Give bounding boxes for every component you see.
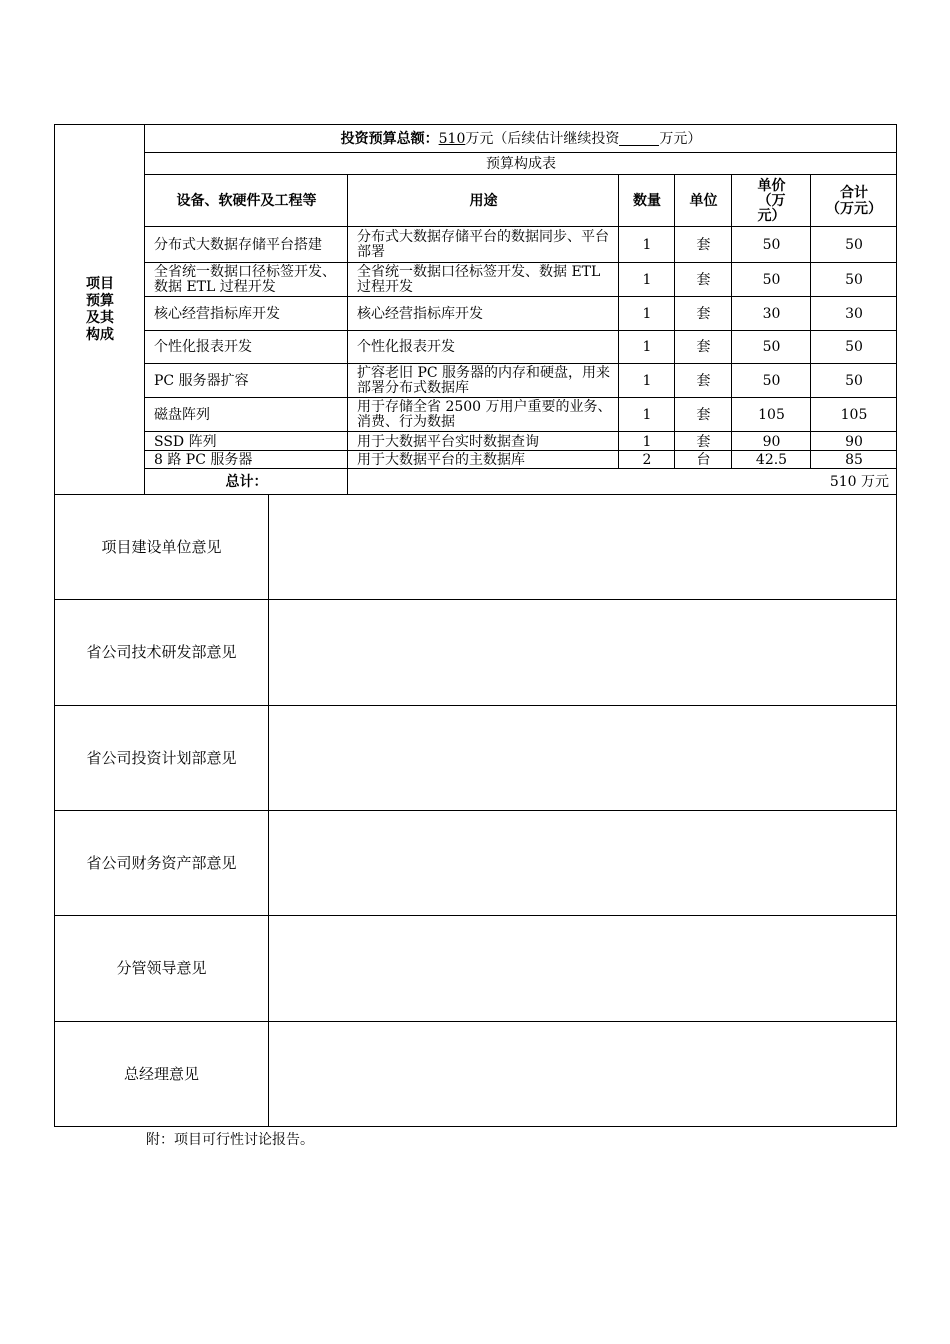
cell-unit: 台 bbox=[696, 452, 711, 468]
opinion-label: 省公司财务资产部意见 bbox=[86, 853, 237, 872]
cell-item: 8 路 PC 服务器 bbox=[154, 452, 253, 468]
cell-price: 90 bbox=[762, 433, 781, 450]
cell-use: 用于存储全省 2500 万用户重要的业务、消费、行为数据 bbox=[357, 399, 612, 430]
opinion-field[interactable] bbox=[269, 706, 897, 810]
approval-form bbox=[54, 124, 897, 1127]
cell-item: 全省统一数据口径标签开发、数据 ETL 过程开发 bbox=[154, 264, 336, 295]
cell-price: 50 bbox=[762, 372, 781, 389]
cell-use: 分布式大数据存储平台的数据同步、平台部署 bbox=[357, 229, 609, 260]
future-investment-blank bbox=[619, 133, 659, 146]
opinion-label: 省公司投资计划部意见 bbox=[86, 748, 237, 767]
cell-use: 个性化报表开发 bbox=[357, 339, 455, 355]
budget-total-unit: 万元（后续估计继续投资 bbox=[465, 130, 620, 147]
cell-use: 核心经营指标库开发 bbox=[357, 305, 483, 322]
budget-total-header bbox=[145, 125, 897, 153]
section-label: 项目 预算 及其 构成 bbox=[86, 276, 114, 343]
cell-total: 30 bbox=[845, 305, 863, 322]
col-header-item: 设备、软硬件及工程等 bbox=[176, 192, 317, 209]
col-header-unit: 单位 bbox=[689, 192, 718, 209]
cell-use: 全省统一数据口径标签开发、数据 ETL 过程开发 bbox=[357, 264, 601, 295]
cell-use: 扩容老旧 PC 服务器的内存和硬盘，用来部署分布式数据库 bbox=[357, 365, 611, 396]
opinion-field[interactable] bbox=[269, 916, 897, 1021]
cell-qty: 1 bbox=[642, 236, 652, 253]
cell-use: 用于大数据平台的主数据库 bbox=[357, 452, 525, 468]
budget-total-unit-tail: 万元） bbox=[659, 130, 702, 147]
col-header-total: 合计 （万元） bbox=[826, 185, 882, 217]
cell-qty: 1 bbox=[642, 305, 652, 322]
opinion-label: 分管领导意见 bbox=[116, 959, 207, 977]
footnote: 附：项目可行性讨论报告。 bbox=[146, 1132, 314, 1148]
cell-unit: 套 bbox=[696, 305, 711, 322]
cell-unit: 套 bbox=[696, 372, 711, 389]
opinion-field[interactable] bbox=[269, 495, 897, 599]
cell-qty: 1 bbox=[642, 406, 652, 423]
cell-item: 个性化报表开发 bbox=[154, 339, 252, 355]
cell-total: 50 bbox=[845, 339, 863, 355]
opinion-field[interactable] bbox=[269, 600, 897, 705]
total-value: 510 万元 bbox=[829, 473, 889, 490]
cell-total: 105 bbox=[840, 406, 868, 423]
cell-price: 42.5 bbox=[755, 452, 788, 468]
opinion-label: 项目建设单位意见 bbox=[101, 537, 222, 556]
cell-price: 30 bbox=[762, 305, 781, 322]
cell-unit: 套 bbox=[696, 433, 711, 450]
cell-total: 50 bbox=[845, 236, 863, 253]
cell-unit: 套 bbox=[696, 236, 711, 253]
cell-unit: 套 bbox=[696, 406, 711, 423]
opinion-label: 省公司技术研发部意见 bbox=[86, 643, 237, 661]
cell-price: 50 bbox=[762, 236, 781, 253]
cell-qty: 2 bbox=[642, 452, 652, 468]
cell-qty: 1 bbox=[642, 271, 652, 288]
budget-total-label: 投资预算总额： bbox=[340, 130, 439, 147]
cell-price: 105 bbox=[758, 406, 785, 423]
cell-item: PC 服务器扩容 bbox=[154, 372, 249, 389]
opinion-field[interactable] bbox=[269, 811, 897, 915]
cell-item: SSD 阵列 bbox=[154, 433, 217, 450]
cell-price: 50 bbox=[762, 271, 781, 288]
cell-qty: 1 bbox=[642, 372, 652, 389]
opinion-field[interactable] bbox=[269, 1022, 897, 1127]
cell-price: 50 bbox=[762, 339, 781, 355]
cell-total: 50 bbox=[845, 271, 863, 288]
cell-qty: 1 bbox=[642, 339, 652, 355]
cell-use: 用于大数据平台实时数据查询 bbox=[357, 433, 539, 450]
cell-unit: 套 bbox=[696, 271, 711, 288]
cell-item: 磁盘阵列 bbox=[154, 406, 210, 423]
col-header-use: 用途 bbox=[469, 192, 498, 209]
total-label: 总计： bbox=[225, 473, 268, 490]
cell-item: 分布式大数据存储平台搭建 bbox=[154, 236, 322, 253]
cell-total: 90 bbox=[845, 433, 863, 450]
opinion-label: 总经理意见 bbox=[123, 1065, 199, 1083]
col-header-qty: 数量 bbox=[633, 192, 661, 209]
table-title: 预算构成表 bbox=[486, 155, 556, 172]
col-header-price: 单价 （万 元） bbox=[757, 177, 786, 224]
cell-total: 85 bbox=[845, 452, 863, 468]
budget-total-amount: 510 bbox=[438, 130, 466, 147]
cell-unit: 套 bbox=[696, 339, 711, 355]
cell-qty: 1 bbox=[642, 433, 652, 450]
cell-total: 50 bbox=[845, 372, 863, 389]
cell-item: 核心经营指标库开发 bbox=[154, 305, 280, 322]
